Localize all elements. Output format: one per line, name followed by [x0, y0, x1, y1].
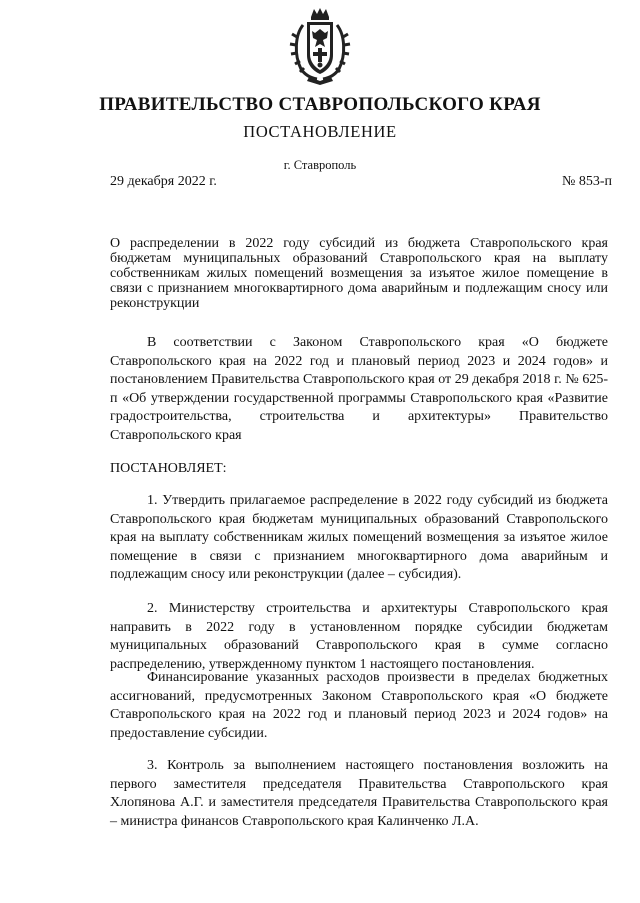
item-1-paragraph: 1. Утвердить прилагаемое распределение в 2022 году субсидий из бюджета Ставропольского края бюджетам муниципальных образований Ставропольского края на выплату собственникам жилых помещений возмещения за изъятое жилое помещение в связи с признанием многоквартирного дома аварийным и подлежащим сносу или реконструкции (далее – субсидия).: [110, 493, 608, 582]
preamble-paragraph: В соответствии с Законом Ставропольского края «О бюджете Ставропольского края на 2022 год и плановый период 2023 и 2024 годов» и постановлением Правительства Ставропольского края от 29 декабря 2018 г. № 625-п «Об утверждении государственной программы Ставропольского края «Развитие градостроительства, строительства и архитектуры» Правительство Ставропольского края: [110, 335, 608, 443]
document-date: 29 декабря 2022 г.: [110, 174, 217, 189]
item-3-paragraph: 3. Контроль за выполнением настоящего постановления возложить на первого заместителя председателя Правительства Ставропольского края Хлопянова А.Г. и заместителя председателя Правительства Ставропольского края – министра финансов Ставропольского края Калинченко Л.А.: [110, 758, 608, 829]
item-2-financing-paragraph: Финансирование указанных расходов произвести в пределах бюджетных ассигнований, предусмотренных Законом Ставропольского края «О бюджете Ставропольского края на 2022 год и плановый период 2023 и 2024 годов» на предоставление субсидии.: [110, 670, 608, 741]
item-2-paragraph: 2. Министерству строительства и архитектуры Ставропольского края направить в 2022 году в установленном порядке субсидии бюджетам муниципальных образований Ставропольского края в сумме согласно распределению, утвержденному пунктом 1 настоящего постановления.: [110, 601, 608, 672]
city: г. Ставрополь: [283, 158, 357, 172]
document-number: № 853-п: [561, 174, 612, 189]
stavropol-coat-of-arms-icon: [289, 7, 351, 85]
organization-title: ПРАВИТЕЛЬСТВО СТАВРОПОЛЬСКОГО КРАЯ: [99, 94, 541, 115]
document-subject: О распределении в 2022 году субсидий из бюджета Ставропольского края бюджетам муниципальных образований Ставропольского края на выплату собственникам жилых помещений возмещения за изъятое жилое помещение в связи с признанием многоквартирного дома аварийным и подлежащим сносу или реконструкции: [110, 236, 608, 311]
resolves-heading: ПОСТАНОВЛЯЕТ:: [110, 461, 227, 476]
document-type: ПОСТАНОВЛЕНИЕ: [243, 122, 397, 141]
